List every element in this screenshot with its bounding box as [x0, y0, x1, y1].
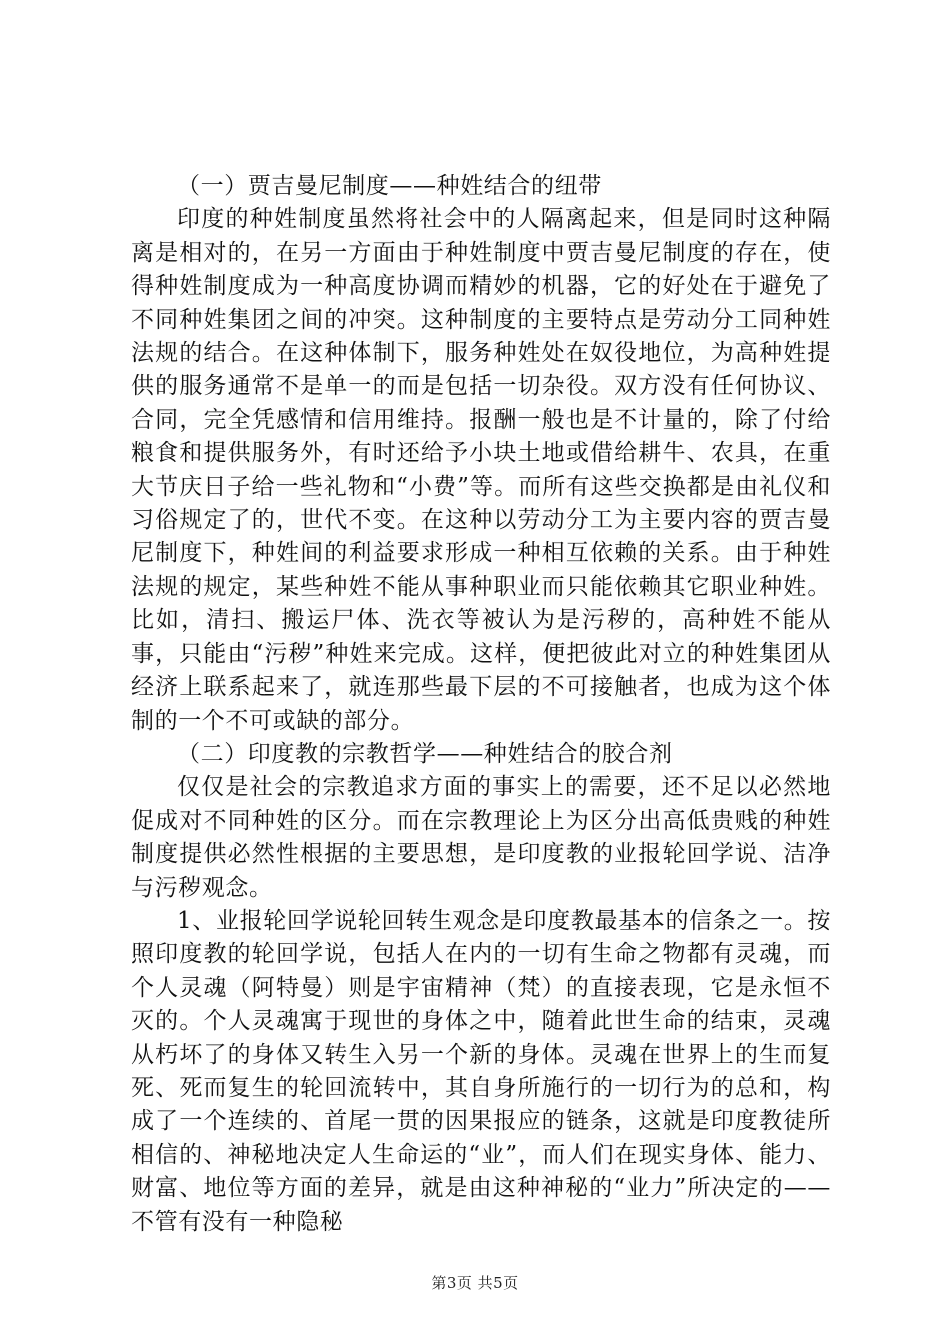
body-paragraph-3: 1、业报轮回学说轮回转生观念是印度教最基本的信条之一。按照印度教的轮回学说，包括人在内的一切有生命之物都有灵魂，而个人灵魂（阿特曼）则是宇宙精神（梵）的直接表现，它是永恒不灭的。个人灵魂寓于现世的身体之中，随着此世生命的结束，灵魂从朽坏了的身体又转生入另一个新的身体。灵魂在世界上的生而复死、死而复生的轮回流转中，其自身所施行的一切行为的总和，构成了一个连续的、首尾一贯的因果报应的链条，这就是印度教徒所相信的、神秘地决定人生命运的“业”，而人们在现实身体、能力、财富、地位等方面的差异，就是由这种神秘的“业力”所决定的——不管有没有一种隐秘 [131, 907, 831, 1235]
section-heading-1: （一）贾吉曼尼制度——种姓结合的纽带 [177, 173, 602, 199]
document-body [131, 170, 831, 1239]
body-paragraph-2: 仅仅是社会的宗教追求方面的事实上的需要，还不足以必然地促成对不同种姓的区分。而在宗教理论上为区分出高低贵贱的种姓制度提供必然性根据的主要思想，是印度教的业报轮回学说、洁净与污秽观念。 [131, 774, 831, 901]
section-heading-2: （二）印度教的宗教哲学——种姓结合的胶合剂 [177, 740, 673, 767]
body-paragraph-1: 印度的种姓制度虽然将社会中的人隔离起来，但是同时这种隔离是相对的，在另一方面由于种姓制度中贾吉曼尼制度的存在，使得种姓制度成为一种高度协调而精妙的机器，它的好处在于避免了不同种姓集团之间的冲突。这种制度的主要特点是劳动分工同种姓法规的结合。在这种体制下，服务种姓处在奴役地位，为高种姓提供的服务通常不是单一的而是包括一切杂役。双方没有任何协议、合同，完全凭感情和信用维持。报酬一般也是不计量的，除了付给粮食和提供服务外，有时还给予小块土地或借给耕牛、农具，在重大节庆日子给一些礼物和“小费”等。而所有这些交换都是由礼仪和习俗规定了的，世代不变。在这种以劳动分工为主要内容的贾吉曼尼制度下，种姓间的利益要求形成一种相互依赖的关系。由于种姓法规的规定，某些种姓不能从事种职业而只能依赖其它职业种姓。比如，清扫、搬运尸体、洗衣等被认为是污秽的，高种姓不能从事，只能由“污秽”种姓来完成。这样，便把彼此对立的种姓集团从经济上联系起来了，就连那些最下层的不可接触者，也成为这个体制的一个不可或缺的部分。 [131, 206, 831, 734]
page-footer: 第3页 共5页 [431, 1274, 519, 1292]
